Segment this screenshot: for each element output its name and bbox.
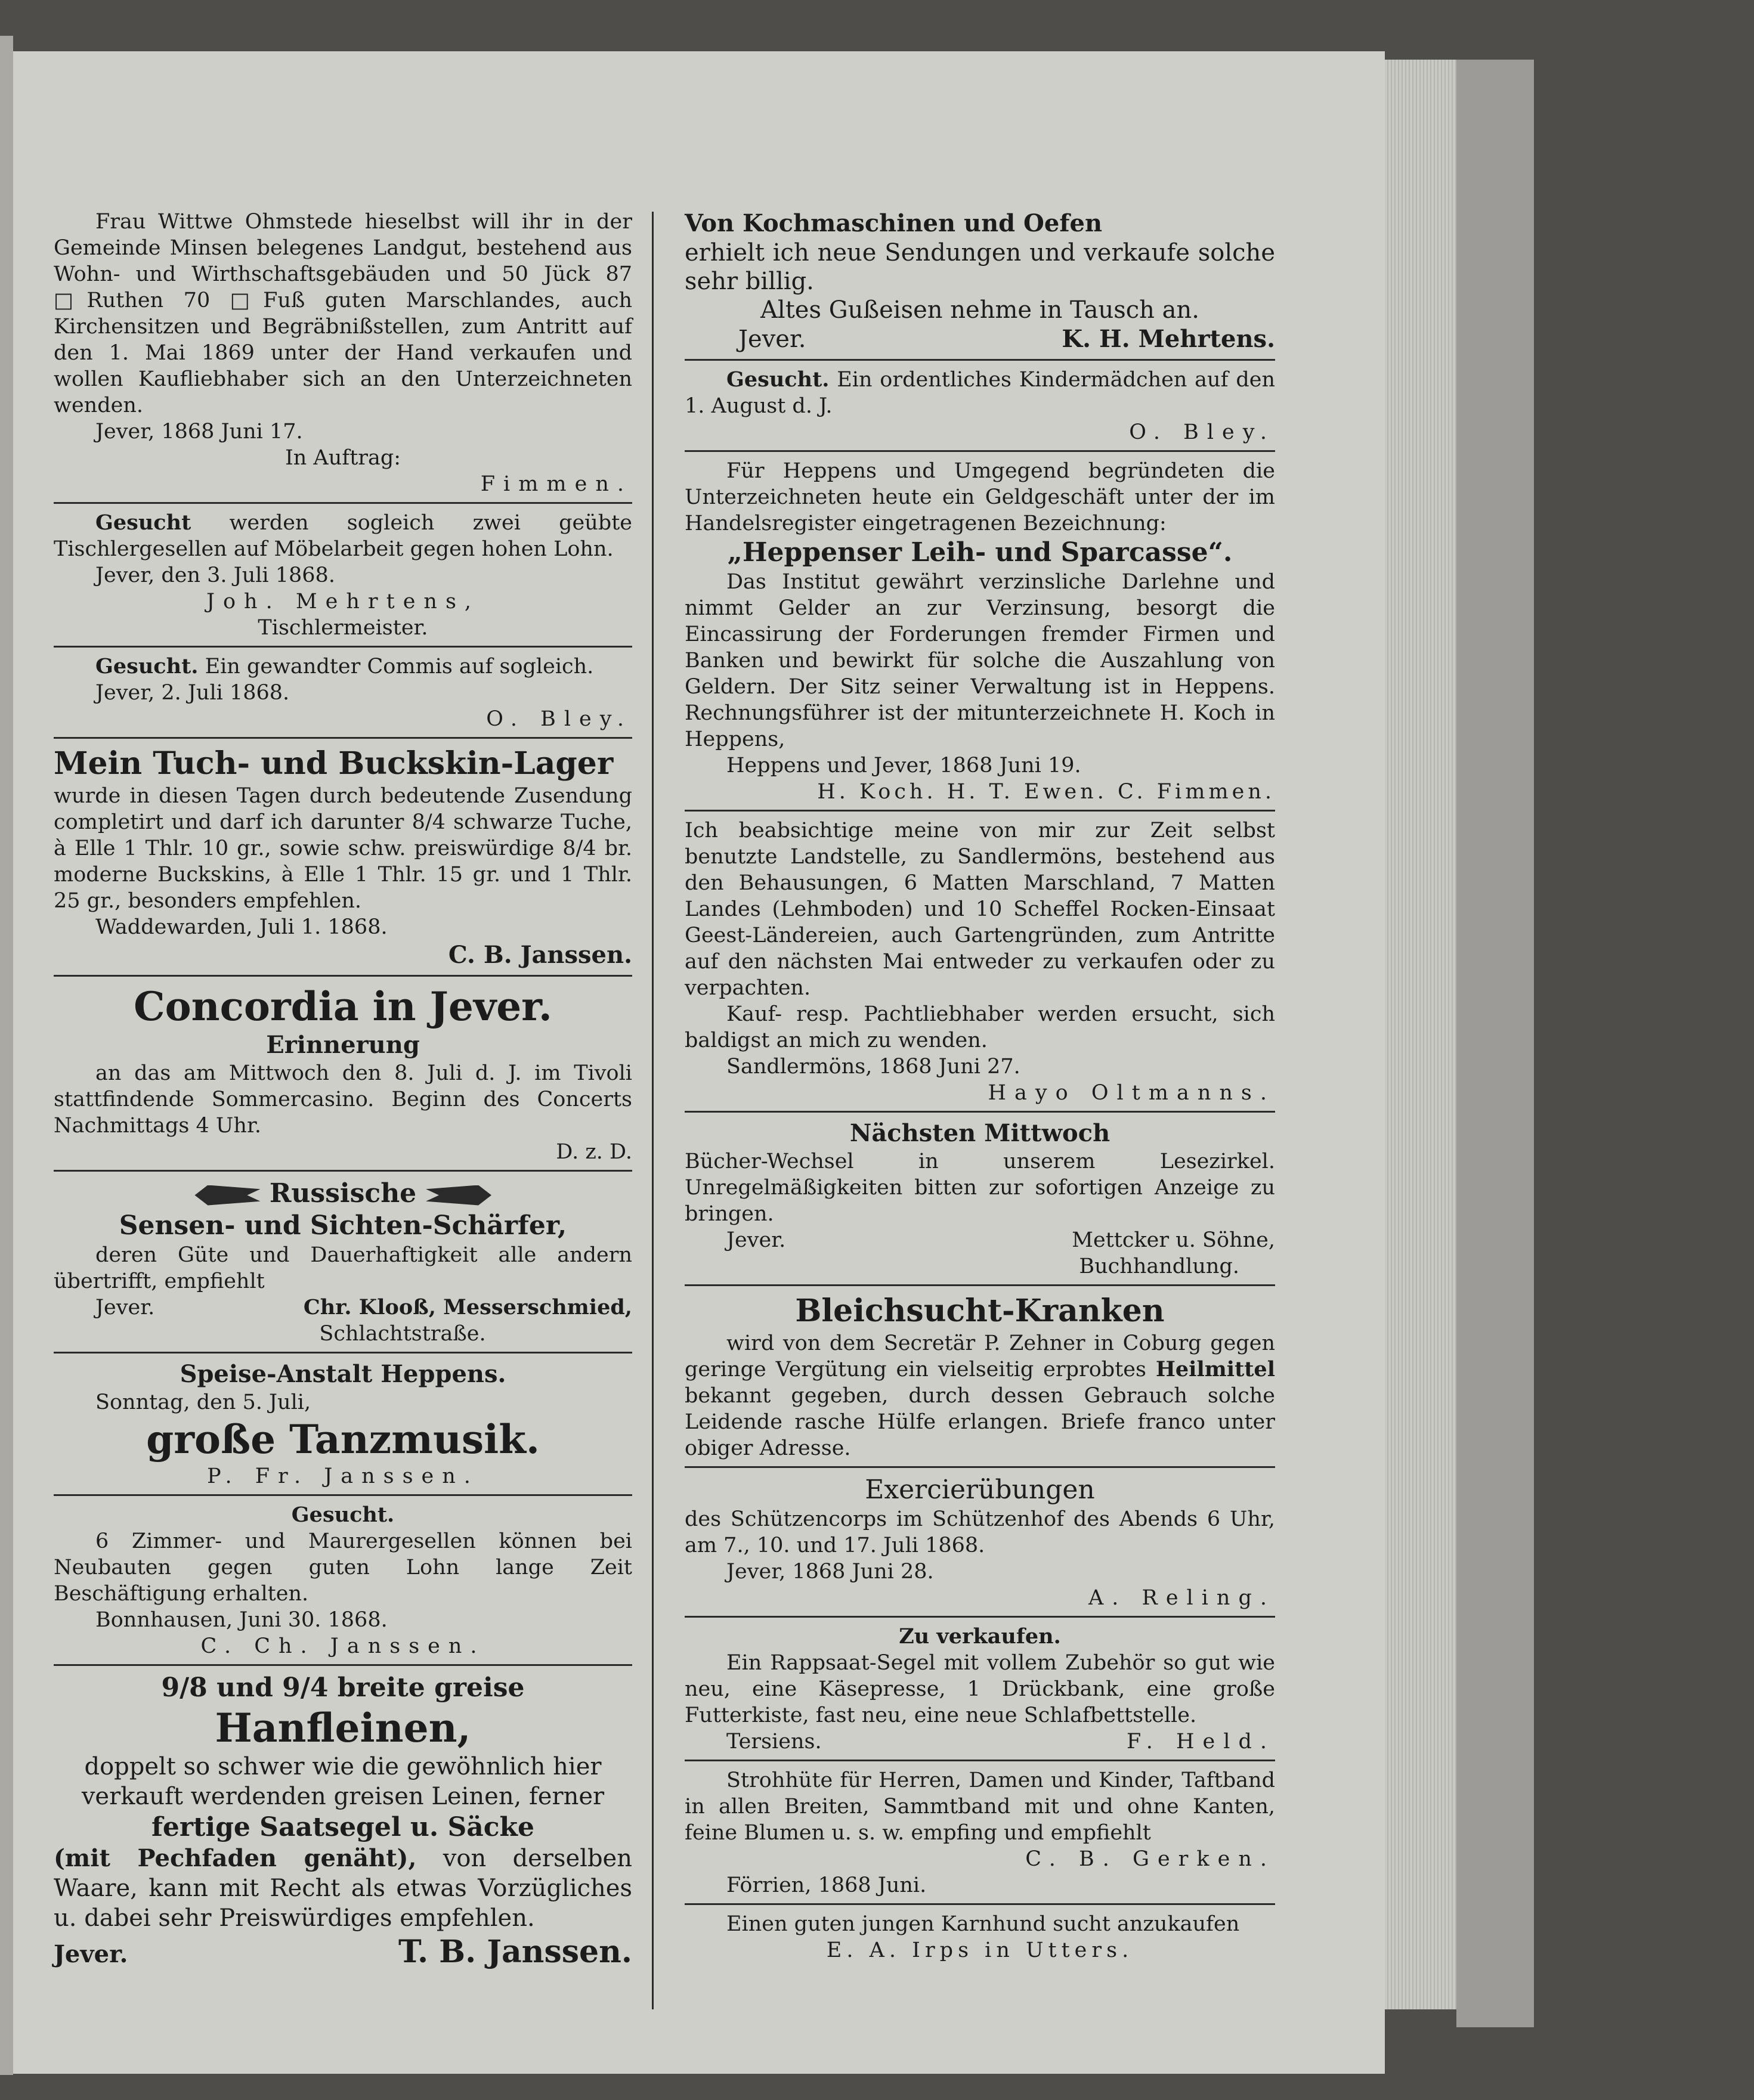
ad-signer: D. z. D. xyxy=(556,1140,632,1164)
ad-body: Ein gewandter Commis auf sogleich. xyxy=(205,655,594,679)
ad-place: Tersiens. xyxy=(726,1730,822,1754)
ad-hanfleinen xyxy=(54,1672,632,1971)
ad-title-2: Hanfleinen, xyxy=(215,1705,471,1751)
ad-tischlergesellen xyxy=(54,510,632,641)
ad-kindermaedchen xyxy=(685,367,1275,445)
ad-body: Ich beabsichtige meine von mir zur Zeit selbst benutzte Landstelle, zu Sandlermöns, bestehend aus den Behausungen, 6 Matten Marschland, 7 Matten Landes (Lehmboden) und 10 Scheffel Rocken-Einsaat Geest-Ländereien, auch Gartengründen, zum Antritte auf den nächsten Mai entweder zu verkaufen oder zu verpachten. xyxy=(685,819,1275,1000)
book-cover-edge xyxy=(1456,60,1534,2027)
ad-title: Russische xyxy=(269,1178,417,1209)
ad-zu-verkaufen xyxy=(685,1624,1275,1755)
ad-signer: A. Reling. xyxy=(1088,1586,1275,1610)
ad-street: Schlachtstraße. xyxy=(319,1322,486,1346)
column-divider xyxy=(652,212,654,2009)
ad-signer-role: Tischlermeister. xyxy=(258,616,428,640)
ad-heading: Gesucht. xyxy=(291,1503,395,1527)
ad-commis xyxy=(54,653,632,732)
separator-rule xyxy=(54,1352,632,1353)
ad-ohmstede-landgut xyxy=(54,209,632,497)
ad-signer: Mettcker u. Söhne, xyxy=(1072,1228,1275,1252)
ad-signer: C. B. Janssen. xyxy=(448,941,632,969)
ad-signer: K. H. Mehrtens. xyxy=(1062,325,1275,353)
ad-signer: P. Fr. Janssen. xyxy=(207,1464,479,1488)
left-column xyxy=(54,209,632,1976)
ad-heading: Gesucht. xyxy=(95,654,199,679)
ad-body: doppelt so schwer wie die gewöhnlich hier verkauft werdenden greisen Leinen, ferner xyxy=(81,1753,605,1810)
ad-body: deren Güte und Dauerhaftigkeit alle andern übertrifft, empfiehlt xyxy=(54,1243,632,1293)
ad-body: an das am Mittwoch den 8. Juli d. J. im Tivoli stattfindende Sommercasino. Beginn des Concerts Nachmittags 4 Uhr. xyxy=(54,1061,632,1138)
ad-title: Nächsten Mittwoch xyxy=(849,1119,1110,1147)
ad-body: Das Institut gewährt verzinsliche Darlehne und nimmt Gelder an zur Verzinsung, besorgt die Eincassirung der Forderungen fremder Firmen und Banken und bewirkt für solche die Auszahlung von Geldern. Der Sitz seiner Verwaltung ist in Heppens. Rechnungsführer ist der mitunterzeichnete H. Koch in Heppens, xyxy=(685,570,1275,751)
ad-date: Sonntag, den 5. Juli, xyxy=(95,1390,311,1414)
ad-heading: Zu verkaufen. xyxy=(899,1624,1061,1649)
ad-body: Ein ordentliches Kindermädchen auf den 1. August d. J. xyxy=(685,368,1275,418)
ad-date: Jever, 1868 Juni 17. xyxy=(95,420,303,444)
ad-body: Strohhüte für Herren, Damen und Kinder, Taftband in allen Breiten, Sammtband mit und ohne Kanten, feine Blumen u. s. w. empfing und empfiehlt xyxy=(685,1768,1275,1845)
separator-rule xyxy=(685,359,1275,361)
ad-signers: H. Koch. H. T. Ewen. C. Fimmen. xyxy=(817,780,1275,804)
ad-intro: Für Heppens und Umgegend begründeten die Unterzeichneten heute ein Geldgeschäft unter der im Handelsregister eingetragenen Bezeichnung: xyxy=(685,459,1275,535)
separator-rule xyxy=(54,975,632,977)
ad-body: Frau Wittwe Ohmstede hieselbst will ihr in der Gemeinde Minsen belegenes Landgut, bestehend aus Wohn- und Wirthschaftsgebäuden und 50 Jück 87 □Ruthen 70 □Fuß guten Marschlandes, auch Kirchensitzen und Begräbnißstellen, zum Antritt auf den 1. Mai 1869 unter der Hand verkaufen und wollen Kaufliebhaber sich an den Unterzeichneten wenden. xyxy=(54,210,632,417)
ad-naechsten-mittwoch xyxy=(685,1119,1275,1280)
ad-tuch-lager xyxy=(54,745,632,970)
separator-rule xyxy=(685,1466,1275,1468)
ad-sparcasse xyxy=(685,458,1275,805)
ad-date: Sandlermöns, 1868 Juni 27. xyxy=(726,1055,1020,1079)
ad-signer: E. A. Irps in Utters. xyxy=(826,1938,1134,1962)
ad-signer: Chr. Klooß, Messerschmied, xyxy=(303,1295,632,1320)
ad-title-3: fertige Saatsegel u. Säcke xyxy=(151,1812,535,1842)
ad-title: Von Kochmaschinen und Oefen xyxy=(685,209,1103,237)
ad-signer: Hayo Oltmanns. xyxy=(988,1081,1275,1105)
ad-signer: T. B. Janssen. xyxy=(398,1934,632,1970)
ad-title-2: Sensen- und Sichten-Schärfer, xyxy=(119,1210,567,1241)
ad-bleichsucht xyxy=(685,1292,1275,1461)
ad-body: werden sogleich zwei geübte Tischlergesellen auf Möbelarbeit gegen hohen Lohn. xyxy=(54,511,632,561)
ad-signer: O. Bley. xyxy=(486,707,632,731)
ad-signer: O. Bley. xyxy=(1129,420,1275,444)
ad-body-emphasis: Heilmittel xyxy=(1155,1357,1275,1382)
ad-auftrag: In Auftrag: xyxy=(284,446,401,470)
ad-heading: Gesucht. xyxy=(726,367,830,392)
ad-body: Bücher-Wechsel in unserem Lesezirkel. Unregelmäßigkeiten bitten zur sofortigen Anzeige zu bringen. xyxy=(685,1150,1275,1226)
ad-date: Waddewarden, Juli 1. 1868. xyxy=(95,915,388,939)
ad-speise-anstalt xyxy=(54,1359,632,1489)
ad-landstelle xyxy=(685,817,1275,1106)
ad-title: 9/8 und 9/4 breite greise xyxy=(161,1672,525,1703)
ad-body: Ein Rappsaat-Segel mit vollem Zubehör so gut wie neu, eine Käsepresse, 1 Drückbank, eine große Futterkiste, fast neu, eine neue Schlafbettstelle. xyxy=(685,1651,1275,1727)
ad-concordia xyxy=(54,983,632,1165)
ad-subheading: (mit Pechfaden genäht), xyxy=(54,1844,417,1872)
separator-rule xyxy=(54,502,632,504)
ad-strohhuete xyxy=(685,1767,1275,1898)
separator-rule xyxy=(54,1494,632,1496)
separator-rule xyxy=(685,810,1275,811)
separator-rule xyxy=(685,1616,1275,1618)
ad-signer: C. Ch. Janssen. xyxy=(200,1634,485,1658)
ad-place: Jever. xyxy=(726,1228,786,1252)
ad-exercieruebungen xyxy=(685,1474,1275,1611)
page-stack-edges xyxy=(1385,60,1456,2009)
separator-rule xyxy=(54,1170,632,1172)
ad-sensen-schaerfer xyxy=(54,1178,632,1347)
separator-rule xyxy=(54,737,632,739)
ad-body: des Schützencorps im Schützenhof des Abends 6 Uhr, am 7., 10. und 17. Juli 1868. xyxy=(685,1507,1275,1557)
ad-title: Bleichsucht-Kranken xyxy=(795,1293,1165,1329)
ad-body: erhielt ich neue Sendungen und verkaufe solche sehr billig. xyxy=(685,239,1275,295)
ad-body-2: Kauf- resp. Pachtliebhaber werden ersucht, sich baldigst an mich zu wenden. xyxy=(685,1002,1275,1052)
ad-title: Exercierübungen xyxy=(865,1475,1095,1505)
ad-place: Jever. xyxy=(54,1940,128,1968)
ad-subtitle: Erinnerung xyxy=(266,1031,420,1059)
ad-heading: Gesucht xyxy=(95,510,191,535)
separator-rule xyxy=(685,1111,1275,1113)
ad-place: Jever. xyxy=(95,1296,155,1320)
ad-signer: Joh. Mehrtens, xyxy=(206,590,480,614)
ad-date: Bonnhausen, Juni 30. 1868. xyxy=(95,1608,388,1632)
separator-rule xyxy=(685,450,1275,452)
ad-body-2: von derselben Waare, kann mit Recht als etwas Vorzügliches u. dabei sehr Preiswürdiges empfehlen. xyxy=(54,1845,632,1932)
separator-rule xyxy=(685,1284,1275,1286)
ad-date: Jever, 1868 Juni 28. xyxy=(726,1560,934,1584)
ad-kochmaschinen xyxy=(685,209,1275,354)
ad-body-2: bekannt gegeben, durch dessen Gebrauch solche Leidende rasche Hülfe erlangen. Briefe franco unter obiger Adresse. xyxy=(685,1384,1275,1460)
ad-karnhund xyxy=(685,1911,1275,1963)
ad-body: 6 Zimmer- und Maurergesellen können bei Neubauten gegen guten Lohn lange Zeit Beschäftigung erhalten. xyxy=(54,1529,632,1606)
ad-date: Heppens und Jever, 1868 Juni 19. xyxy=(726,754,1081,778)
ad-maurergesellen xyxy=(54,1502,632,1659)
ornament-left-icon xyxy=(194,1185,260,1206)
ad-signer: C. B. Gerken. xyxy=(1025,1847,1275,1871)
ad-body: Einen guten jungen Karnhund sucht anzukaufen xyxy=(726,1912,1240,1936)
adjacent-page-edge xyxy=(0,36,13,2075)
ad-date: Jever, 2. Juli 1868. xyxy=(95,681,290,705)
ad-date: Förrien, 1868 Juni. xyxy=(726,1873,927,1897)
ad-date: Jever, den 3. Juli 1868. xyxy=(95,563,335,587)
ad-title: Mein Tuch- und Buckskin-Lager xyxy=(54,745,614,782)
ad-body-2: Altes Gußeisen nehme in Tausch an. xyxy=(760,296,1199,324)
ad-signer: F. Held. xyxy=(1126,1730,1275,1754)
ad-body: wird von dem Secretär P. Zehner in Coburg gegen geringe Vergütung ein vielseitig erprobtes xyxy=(685,1331,1275,1382)
separator-rule xyxy=(54,646,632,648)
ad-big-title: große Tanzmusik. xyxy=(146,1416,540,1463)
separator-rule xyxy=(685,1760,1275,1761)
ad-title: Speise-Anstalt Heppens. xyxy=(180,1360,506,1388)
separator-rule xyxy=(54,1664,632,1666)
ad-title: „Heppenser Leih- und Sparcasse“. xyxy=(727,537,1233,568)
ornament-right-icon xyxy=(426,1185,491,1206)
ad-body: wurde in diesen Tagen durch bedeutende Zusendung completirt und darf ich darunter 8/4 schwarze Tuche, à Elle 1 Thlr. 10 gr., sowie schw. preiswürdige 8/4 br. moderne Buckskins, à Elle 1 Thlr. 15 gr. und 1 Thlr. 25 gr., besonders empfehlen. xyxy=(54,784,632,913)
right-column xyxy=(685,209,1275,1968)
ad-place: Jever. xyxy=(738,326,806,353)
ad-signer-role: Buchhandlung. xyxy=(1079,1255,1239,1278)
separator-rule xyxy=(685,1903,1275,1905)
ad-title: Concordia in Jever. xyxy=(134,983,552,1030)
ad-signer: Fimmen. xyxy=(480,472,632,496)
